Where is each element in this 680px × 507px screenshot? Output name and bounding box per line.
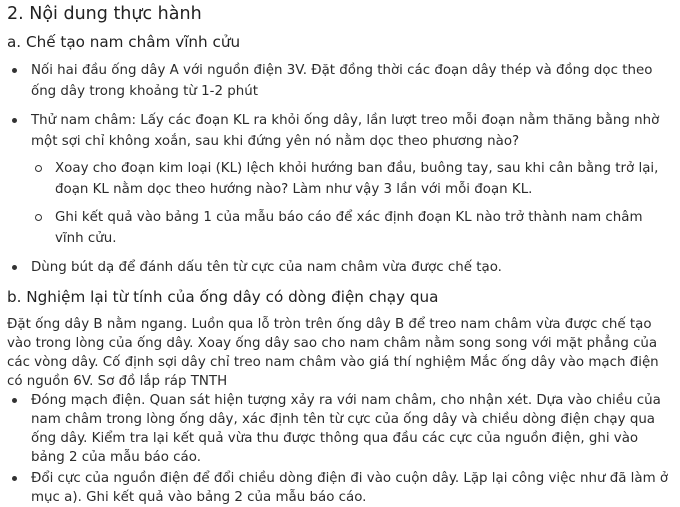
list-item [7,110,674,249]
list-item: Nối hai đầu ống dây A với nguồn điện 3V. Đặt đồng thời các đoạn dây thép và đồng dọc theo ống dây trong khoảng từ 1-2 phút [7,60,674,102]
sub-list [31,158,674,249]
list-item-text: Thử nam châm: Lấy các đoạn KL ra khỏi ống dây, lần lượt treo mỗi đoạn nằm thăng bằng nhờ một sợi chỉ không xoắn, sau khi đứng yên nó nằm dọc theo phương nào? [31,113,660,149]
section-a-list [7,60,674,278]
list-item: Dùng bút dạ để đánh dấu tên từ cực của nam châm vừa được chế tạo. [7,257,674,278]
section-b-list [7,391,674,507]
section-b-body [7,315,674,507]
section-a-title: a. Chế tạo nam châm vĩnh cửu [7,33,241,51]
list-item: Đổi cực của nguồn điện để đổi chiều dòng điện đi vào cuộn dây. Lặp lại công việc như đã làm ở mục a). Ghi kết quả vào bảng 2 của mẫu báo cáo. [7,469,674,507]
section-b-title: b. Nghiệm lại từ tính của ống dây có dòng điện chạy qua [7,288,439,306]
section-heading: 2. Nội dung thực hành [7,4,202,24]
list-item: Đóng mạch điện. Quan sát hiện tượng xảy ra với nam châm, cho nhận xét. Dựa vào chiều của nam châm trong lòng ống dây, xác định tên từ cực của ống dây và chiều dòng điện chạy qua ống dây. Kiểm tra lại kết quả vừa thu được thông qua đầu các cực của nguồn điện, ghi vào bảng 2 của mẫu báo cáo. [7,391,674,467]
section-b-paragraph: Đặt ống dây B nằm ngang. Luồn qua lỗ tròn trên ống dây B để treo nam châm vừa được chế tạo vào trong lòng của ống dây. Xoay ống dây sao cho nam châm nằm song song với mặt phẳng của các vòng dây. Cố định sợi dây chỉ treo nam châm vào giá thí nghiệm Mắc ống dây vào mạch điện có nguồn 6V. Sơ đồ lắp ráp TNTH [7,317,659,389]
sub-list-item: Xoay cho đoạn kim loại (KL) lệch khỏi hướng ban đầu, buông tay, sau khi cân bằng trở lại, đoạn KL nằm dọc theo hướng nào? Làm như vậy 3 lần với mỗi đoạn KL. [31,158,674,200]
sub-list-item: Ghi kết quả vào bảng 1 của mẫu báo cáo để xác định đoạn KL nào trở thành nam châm vĩnh cửu. [31,207,674,249]
